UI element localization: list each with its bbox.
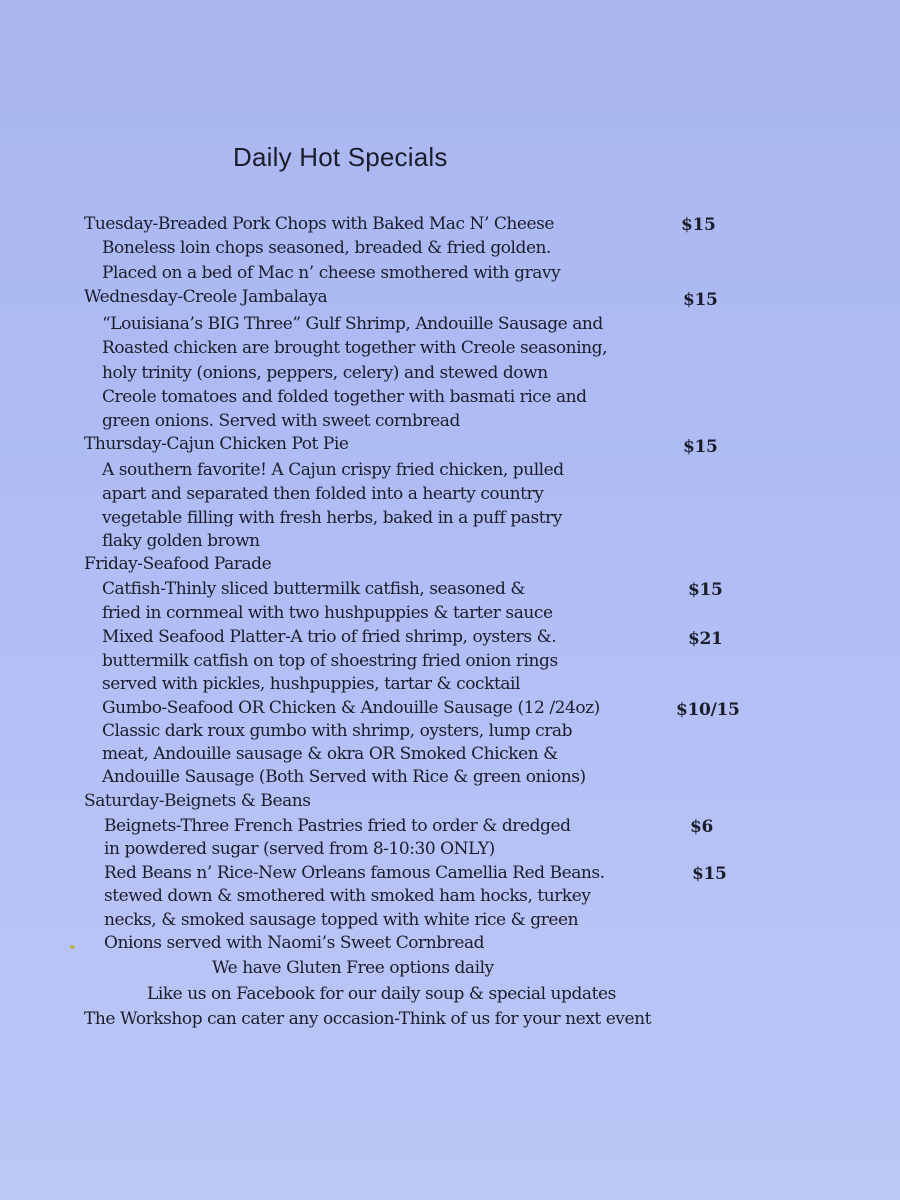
thursday-desc-line: vegetable filling with fresh herbs, baked in a puff pastry <box>102 508 562 528</box>
seafood-platter-price: $21 <box>688 629 723 649</box>
thursday-heading: Thursday-Cajun Chicken Pot Pie <box>84 434 349 454</box>
wednesday-desc-line: Creole tomatoes and folded together with basmati rice and <box>102 387 587 407</box>
seafood-platter-line: served with pickles, hushpuppies, tartar & cocktail <box>102 674 520 694</box>
thursday-price: $15 <box>683 437 718 457</box>
paper-speck <box>70 945 75 949</box>
beignets-line: in powdered sugar (served from 8-10:30 ONLY) <box>104 839 495 859</box>
tuesday-desc-line: Boneless loin chops seasoned, breaded & fried golden. <box>102 238 552 258</box>
gumbo-line: Andouille Sausage (Both Served with Rice & green onions) <box>102 767 586 787</box>
wednesday-price: $15 <box>683 290 718 310</box>
thursday-desc-line: A southern favorite! A Cajun crispy fried chicken, pulled <box>102 460 564 480</box>
footer-catering: The Workshop can cater any occasion-Think of us for your next event <box>84 1009 651 1029</box>
tuesday-heading: Tuesday-Breaded Pork Chops with Baked Mac N’ Cheese <box>84 214 555 234</box>
catfish-line: fried in cornmeal with two hushpuppies & tarter sauce <box>102 603 553 623</box>
footer-gluten-free: We have Gluten Free options daily <box>212 958 494 978</box>
beignets-price: $6 <box>690 817 714 837</box>
red-beans-line: Onions served with Naomi’s Sweet Cornbread <box>104 933 485 953</box>
wednesday-desc-line: Roasted chicken are brought together with Creole seasoning, <box>102 338 608 358</box>
wednesday-heading: Wednesday-Creole Jambalaya <box>84 287 328 307</box>
red-beans-line: necks, & smoked sausage topped with white rice & green <box>104 910 579 930</box>
seafood-platter-line: Mixed Seafood Platter-A trio of fried shrimp, oysters &. <box>102 627 557 647</box>
gumbo-price: $10/15 <box>676 700 740 720</box>
thursday-desc-line: flaky golden brown <box>102 531 260 551</box>
wednesday-desc-line: green onions. Served with sweet cornbread <box>102 411 460 431</box>
footer-facebook: Like us on Facebook for our daily soup & special updates <box>147 984 616 1004</box>
red-beans-line: Red Beans n’ Rice-New Orleans famous Camellia Red Beans. <box>104 863 605 883</box>
catfish-price: $15 <box>688 580 723 600</box>
saturday-heading: Saturday-Beignets & Beans <box>84 791 311 811</box>
wednesday-desc-line: holy trinity (onions, peppers, celery) and stewed down <box>102 363 548 383</box>
gumbo-line: Gumbo-Seafood OR Chicken & Andouille Sausage (12 /24oz) <box>102 698 600 718</box>
catfish-line: Catfish-Thinly sliced buttermilk catfish, seasoned & <box>102 579 526 599</box>
thursday-desc-line: apart and separated then folded into a hearty country <box>102 484 544 504</box>
red-beans-price: $15 <box>692 864 727 884</box>
page-title: Daily Hot Specials <box>233 142 448 172</box>
red-beans-line: stewed down & smothered with smoked ham hocks, turkey <box>104 886 591 906</box>
friday-heading: Friday-Seafood Parade <box>84 554 272 574</box>
gumbo-line: meat, Andouille sausage & okra OR Smoked Chicken & <box>102 744 558 764</box>
beignets-line: Beignets-Three French Pastries fried to order & dredged <box>104 816 571 836</box>
gumbo-line: Classic dark roux gumbo with shrimp, oysters, lump crab <box>102 721 573 741</box>
seafood-platter-line: buttermilk catfish on top of shoestring fried onion rings <box>102 651 558 671</box>
tuesday-price: $15 <box>681 215 716 235</box>
tuesday-desc-line: Placed on a bed of Mac n’ cheese smothered with gravy <box>102 263 561 283</box>
wednesday-desc-line: “Louisiana’s BIG Three” Gulf Shrimp, Andouille Sausage and <box>102 314 603 334</box>
